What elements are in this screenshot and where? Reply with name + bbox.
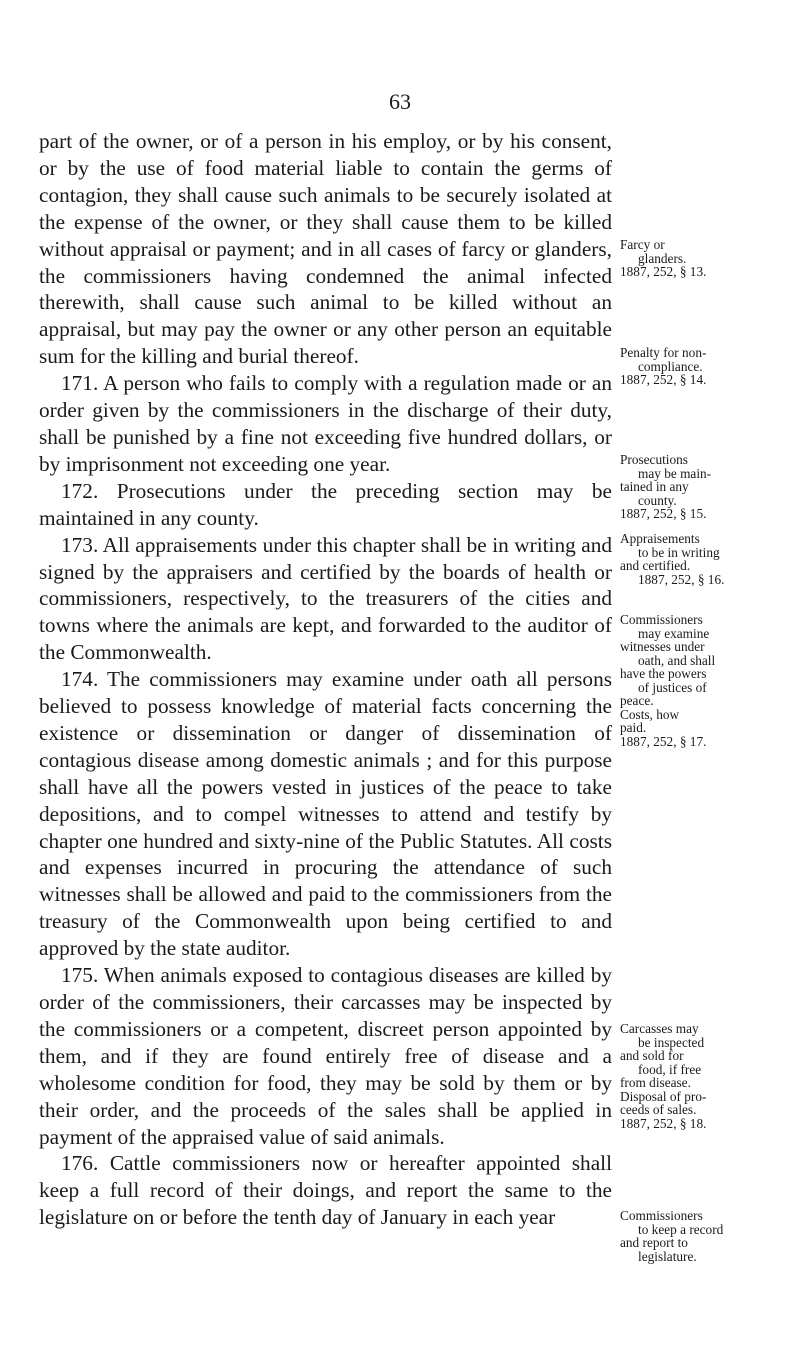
margin-note-witnesses: Commissioners may examine witnesses under oath, and shall have the powers of justices of peace. Costs, how paid. 1887, 252, § 17. <box>620 612 716 749</box>
paragraph-continuation: part of the owner, or of a person in his employ, or by his consent, or by the use of food material liable to contain the germs of contagion, they shall cause such animals to be securely isolated at the expense of the owner, or they shall cause them to be killed without appraisal or payment; and in all cases of farcy or glanders, the commissioners having condemned the animal infected therewith, shall cause such animal to be killed without an appraisal, but may pay the owner or any other person an equitable sum for the killing and burial thereof. <box>39 129 612 369</box>
section-176: 176. Cattle commissioners now or hereafter appointed shall keep a full record of their doings, and report the same to the legislature on or before the tenth day of January in each year <box>39 1151 612 1230</box>
margin-note-carcasses: Carcasses may be inspected and sold for food, if free from disease. Disposal of pro- ceeds of sales. 1887, 252, § 18. <box>620 1021 707 1131</box>
section-174: 174. The commissioners may examine under oath all persons believed to possess knowledge of material facts concerning the existence or dissemination or danger of dissemination of contagious disease among domestic animals ; and for this purpose shall have all the powers vested in justices of the peace to take depositions, and to compel witnesses to attend and testify by chapter one hundred and sixty-nine of the Public Statutes. All costs and expenses incurred in procuring the attendance of such witnesses shall be allowed and paid to the commissioners from the treasury of the Commonwealth upon being certified to and approved by the state auditor. <box>39 667 612 961</box>
statute-text <box>39 128 612 1231</box>
section-172: 172. Prosecutions under the preceding section may be maintained in any county. <box>39 478 612 530</box>
section-173: 173. All appraisements under this chapter shall be in writing and signed by the appraisers and certified by the boards of health or commissioners, respectively, to the treasurers of the cities and towns where the animals are kept, and forwarded to the auditor of the Commonwealth. <box>39 532 612 665</box>
margin-note-prosecutions: Prosecutions may be main- tained in any county. 1887, 252, § 15. <box>620 452 712 521</box>
section-175: 175. When animals exposed to contagious diseases are killed by order of the commissioners, their carcasses may be inspected by the commissioners or a competent, discreet person appointed by them, and if they are found entirely free of disease and a wholesome condition for food, they may be sold by them or by their order, and the proceeds of the sales shall be applied in payment of the appraised value of said animals. <box>39 963 612 1149</box>
margin-note-record: Commissioners to keep a record and report to legislature. <box>620 1208 724 1264</box>
margin-note-farcy: Farcy or glanders. 1887, 252, § 13. <box>620 237 707 279</box>
margin-note-penalty: Penalty for non- compliance. 1887, 252, § 14. <box>620 345 707 387</box>
margin-note-appraisements: Appraisements to be in writing and certified. 1887, 252, § 16. <box>620 531 725 587</box>
page-number: 63 <box>389 89 411 114</box>
section-171: 171. A person who fails to comply with a regulation made or an order given by the commissioners in the discharge of their duty, shall be punished by a fine not exceeding five hundred dollars, or by imprisonment not exceeding one year. <box>39 371 612 476</box>
